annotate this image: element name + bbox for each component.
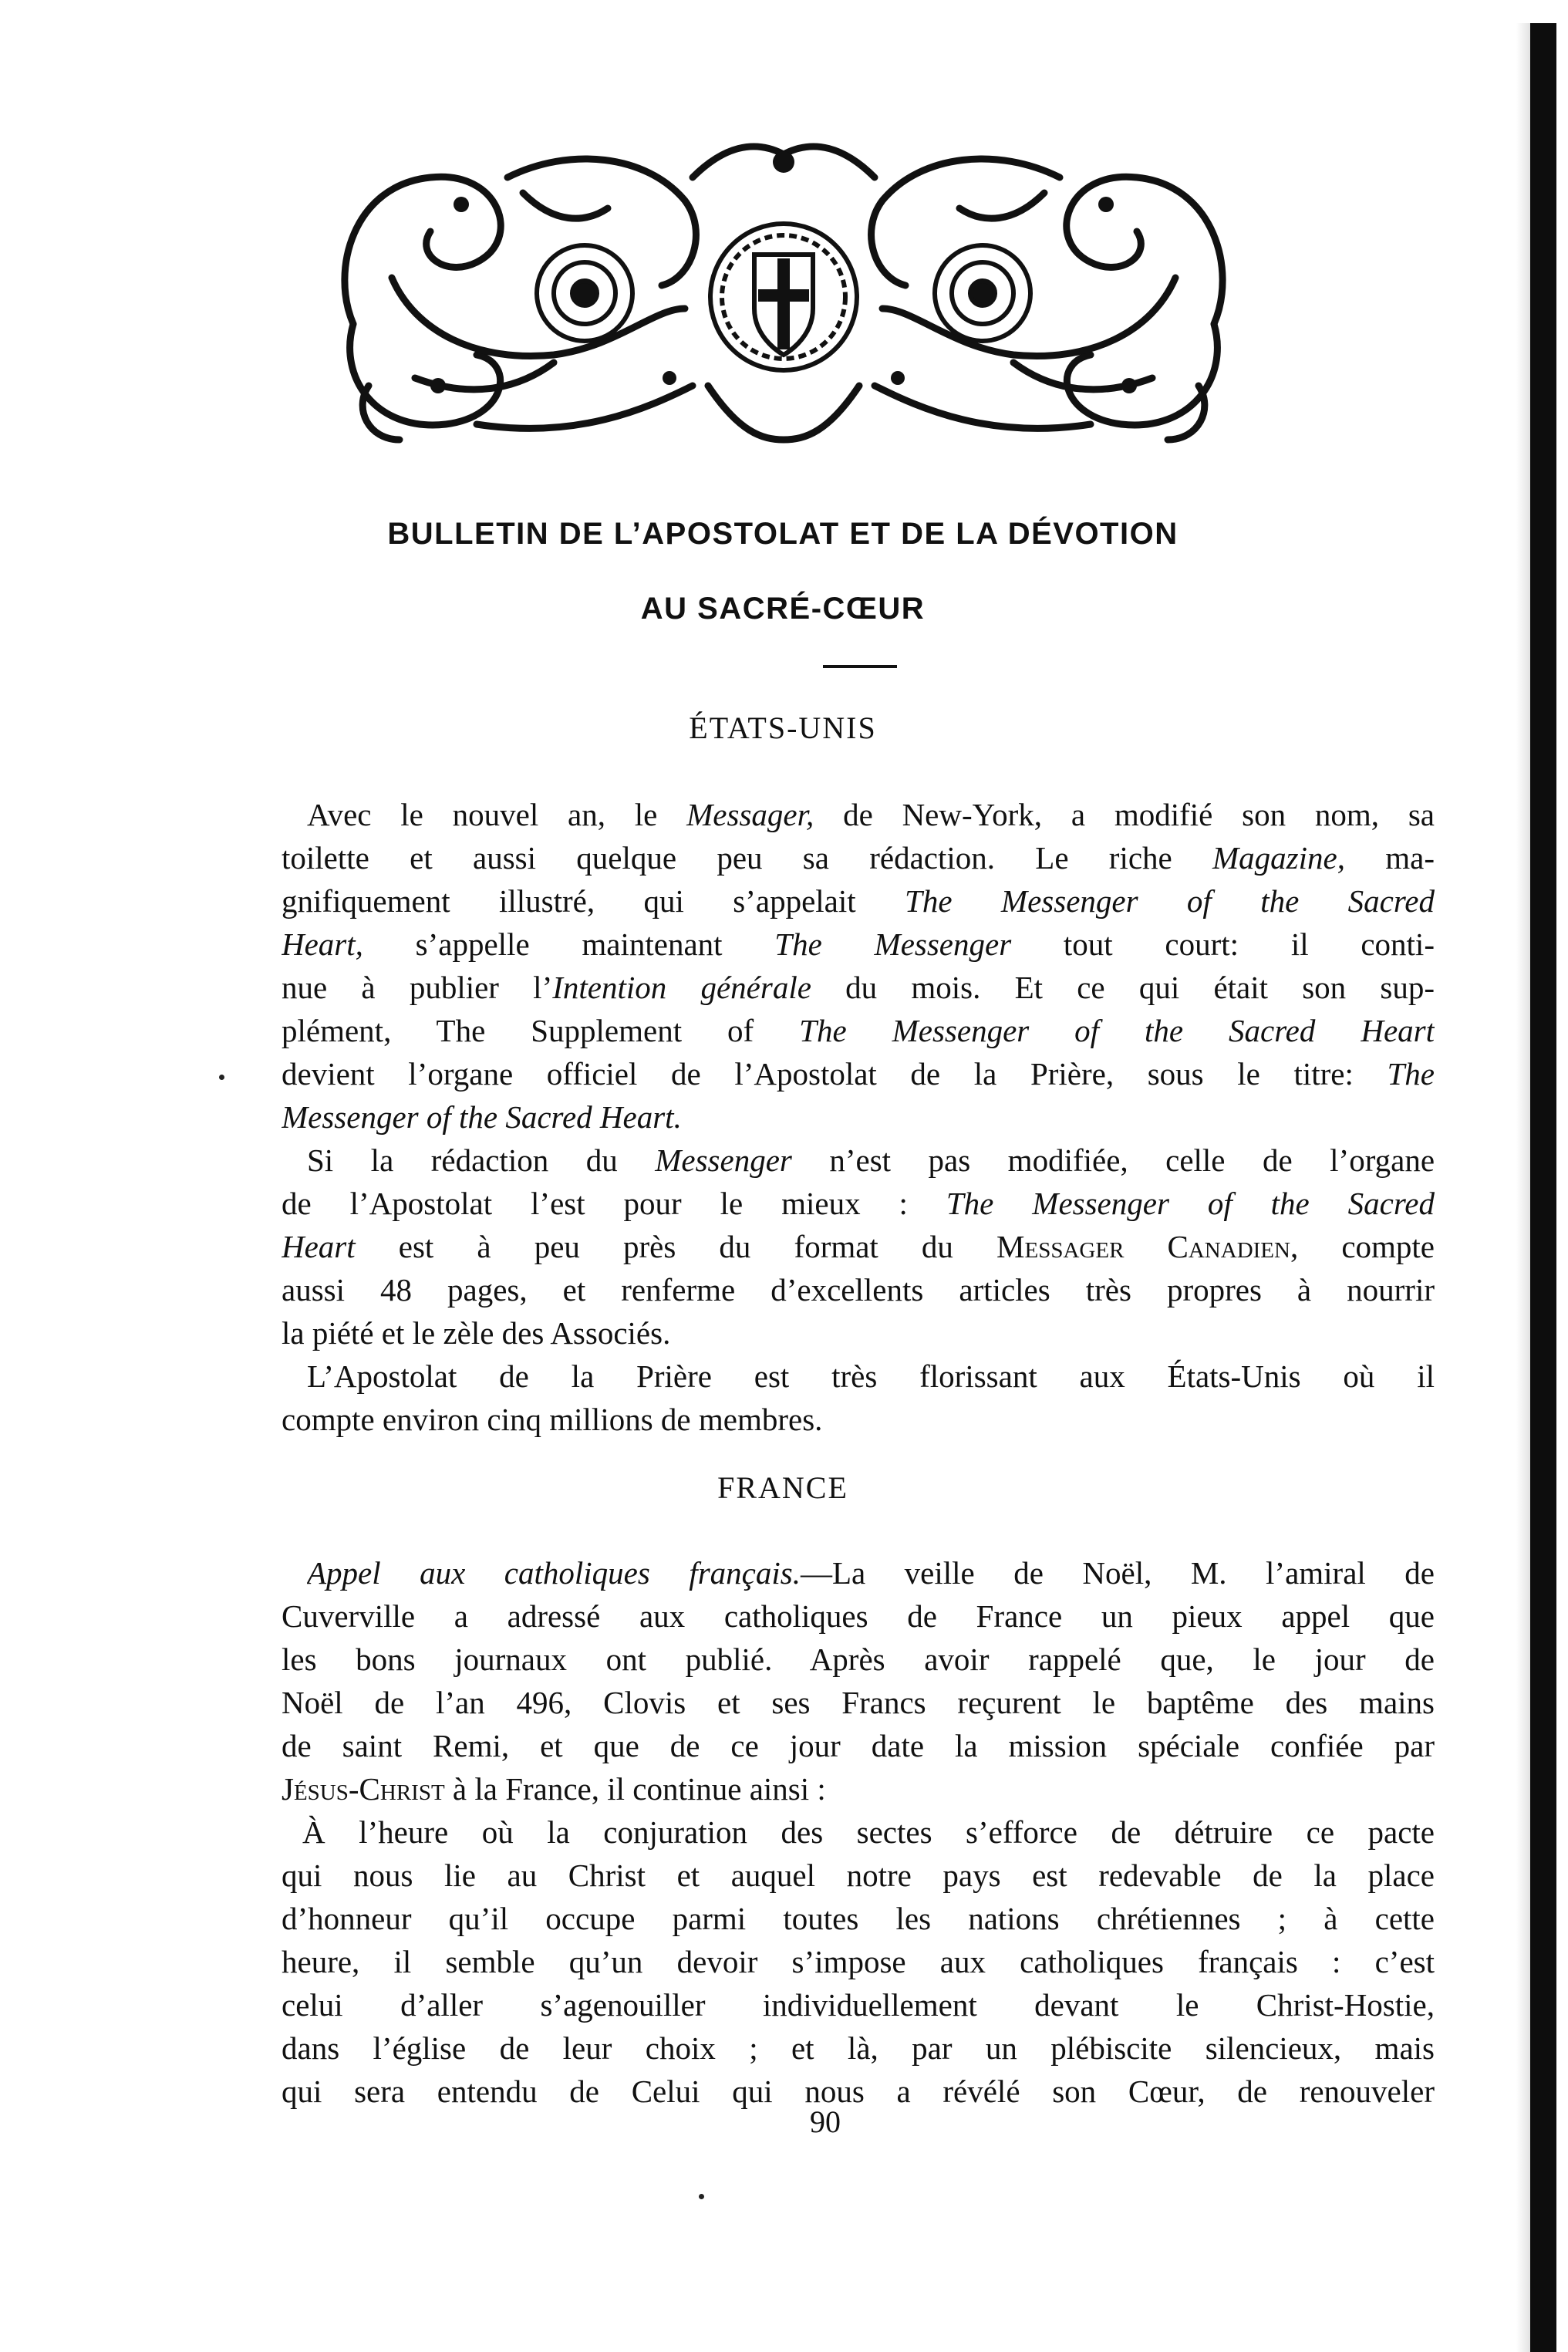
text-line: la piété et le zèle des Associés. [282,1315,671,1351]
text-line: À l’heure où la conjuration des sectes s’efforce de détruire ce pacte [302,1814,1435,1850]
text-line: qui sera entendu de Celui qui nous a révélé son Cœur, de renouveler [282,2074,1435,2109]
text-line: de l’Apostolat l’est pour le mieux : The Messenger of the Sacred [282,1186,1435,1221]
text-line: celui d’aller s’agenouiller individuellement devant le Christ-Hostie, [282,1987,1435,2023]
text-line: qui nous lie au Christ et auquel notre pays est redevable de la place [282,1858,1435,1893]
section-heading-usa: ÉTATS-UNIS [689,710,877,745]
scan-edge-border [1530,23,1556,2352]
text-line: les bons journaux ont publié. Après avoir rappelé que, le jour de [282,1642,1435,1677]
bulletin-title-line-1: BULLETIN DE L’APOSTOLAT ET DE LA DÉVOTION [387,517,1179,551]
page-number: 90 [810,2104,841,2139]
text-line: Noël de l’an 496, Clovis et ses Francs reçurent le baptême des mains [282,1685,1435,1720]
floral-scroll-ornament-icon [322,131,1245,455]
text-line: plément, The Supplement of The Messenger of the Sacred Heart [282,1013,1435,1048]
text-line: gnifiquement illustré, qui s’appelait The Messenger of the Sacred [282,883,1435,919]
text-line: Heart est à peu près du format du Messager Canadien, compte [282,1229,1435,1264]
text-line: L’Apostolat de la Prière est très florissant aux États-Unis où il [307,1358,1435,1394]
text-line: d’honneur qu’il occupe parmi toutes les nations chrétiennes ; à cette [282,1901,1435,1936]
text-line: Cuverville a adressé aux catholiques de France un pieux appel que [282,1598,1435,1634]
text-line: Appel aux catholiques français.—La veille de Noël, M. l’amiral de [307,1555,1435,1591]
text-line: Avec le nouvel an, le Messager, de New-York, a modifié son nom, sa [307,797,1435,832]
title-divider [823,665,897,668]
text-line: compte environ cinq millions de membres. [282,1402,823,1437]
section-heading-france: FRANCE [717,1470,848,1505]
text-line: aussi 48 pages, et renferme d’excellents articles très propres à nourrir [282,1272,1435,1308]
text-line: heure, il semble qu’un devoir s’impose aux catholiques français : c’est [282,1944,1435,1979]
bulletin-title-line-2: AU SACRÉ-CŒUR [640,592,926,626]
text-line: dans l’église de leur choix ; et là, par un plébiscite silencieux, mais [282,2030,1435,2066]
text-line: devient l’organe officiel de l’Apostolat de la Prière, sous le titre: The [282,1056,1435,1092]
text-line: nue à publier l’Intention générale du mois. Et ce qui était son sup- [282,970,1435,1005]
text-line: Si la rédaction du Messenger n’est pas modifiée, celle de l’organe [307,1142,1435,1178]
scan-speck [699,2194,704,2199]
text-line: Heart, s’appelle maintenant The Messenger tout court: il conti- [282,926,1435,962]
text-line: Jésus-Christ à la France, il continue ainsi : [282,1771,826,1807]
scan-speck [219,1075,224,1080]
page-edge-shadow [1516,23,1530,2352]
text-line: toilette et aussi quelque peu sa rédaction. Le riche Magazine, ma- [282,840,1435,876]
text-line: Messenger of the Sacred Heart. [282,1099,682,1135]
text-line: de saint Remi, et que de ce jour date la mission spéciale confiée par [282,1728,1435,1763]
